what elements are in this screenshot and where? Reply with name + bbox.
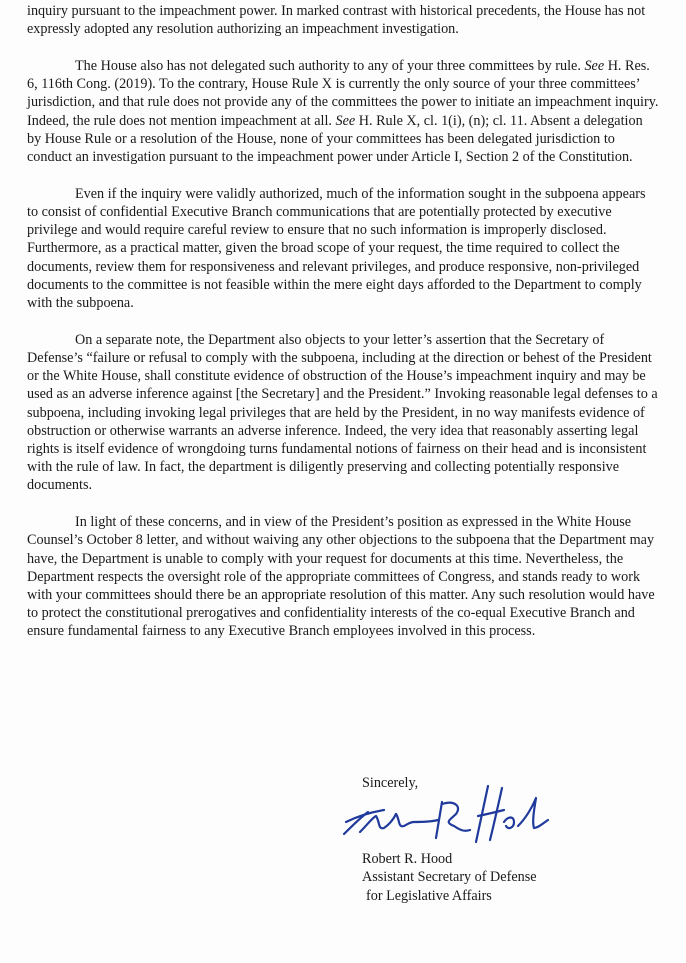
- paragraph-2-part-b: H. Res. 6, 116th Cong. (2019). To the contrary, House Rule X is currently the only source of your three committees’ jurisdiction, and that rule does not provide any of the committees the power to initiate an impeachment inquiry. Indeed, the rule does not mention impeachment at all.: [27, 58, 659, 129]
- paragraph-5: In light of these concerns, and in view of the President’s position as expressed in the White House Counsel’s October 8 letter, and without waiving any other objections to the subpoena that the Department may have, the Department is unable to comply with your request for documents at this time. Nevertheless, the Department respects the oversight role of the appropriate committees of Congress, and stands ready to work with your committees should there be an appropriate resolution of this matter. Any such resolution would have to protect the constitutional prerogatives and confidentiality interests of the co-equal Executive Branch and ensure fundamental fairness to any Executive Branch employees involved in this process.: [27, 514, 655, 640]
- paragraph-2: [27, 57, 659, 166]
- handwritten-signature: [338, 782, 558, 854]
- signer-title-line-2: for Legislative Affairs: [366, 887, 492, 904]
- signature-text: Robert R. Hood: [338, 782, 345, 783]
- paragraph-4: On a separate note, the Department also objects to your letter’s assertion that the Secretary of Defense’s “failure or refusal to comply with the subpoena, including at the direction or behest of the President or the White House, shall constitute evidence of obstruction of the House’s impeachment inquiry and may be used as an adverse inference against [the Secretary] and the President.” Invoking reasonable legal defenses to a subpoena, including invoking legal privileges that are held by the President, in no way manifests evidence of obstruction or otherwise warrants an adverse inference. Indeed, the very idea that reasonably asserting legal rights is itself evidence of wrongdoing turns fundamental notions of fairness on their head and is inconsistent with the rule of law. In fact, the department is diligently preserving and collecting potentially responsive documents.: [27, 331, 658, 494]
- closing-salutation: Sincerely,: [362, 775, 419, 791]
- signer-name: Robert R. Hood: [362, 851, 453, 867]
- see-citation-1: See: [584, 58, 605, 74]
- paragraph-3: Even if the inquiry were validly authorized, much of the information sought in the subpoena appears to consist of confidential Executive Branch communications that are potentially protected by executive privilege and would require careful review to ensure that no such information is improperly disclosed. Furthermore, as a practical matter, given the broad scope of your request, the time required to collect the documents, review them for responsiveness and relevant privileges, and produce responsive, non-privileged documents to the committee is not feasible within the mere eight days afforded to the Department to comply with the subpoena.: [27, 185, 646, 312]
- letter-body: [27, 2, 659, 659]
- signer-title-line-1: Assistant Secretary of Defense: [362, 869, 537, 886]
- paragraph-1: inquiry pursuant to the impeachment power. In marked contrast with historical precedents, the House has not expressly adopted any resolution authorizing an impeachment investigation.: [27, 3, 646, 38]
- signature-block: [362, 850, 537, 905]
- paragraph-2-part-c: H. Rule X, cl. 1(i), (n); cl. 11. Absent a delegation by House Rule or a resolution of the House, none of your committees has been delegated jurisdiction to conduct an investigation pursuant to the impeachment power under Article I, Section 2 of the Constitution.: [27, 112, 643, 166]
- see-citation-2: See: [335, 112, 356, 129]
- paragraph-2-part-a: The House also has not delegated such authority to any of your three committees by rule.: [75, 58, 585, 74]
